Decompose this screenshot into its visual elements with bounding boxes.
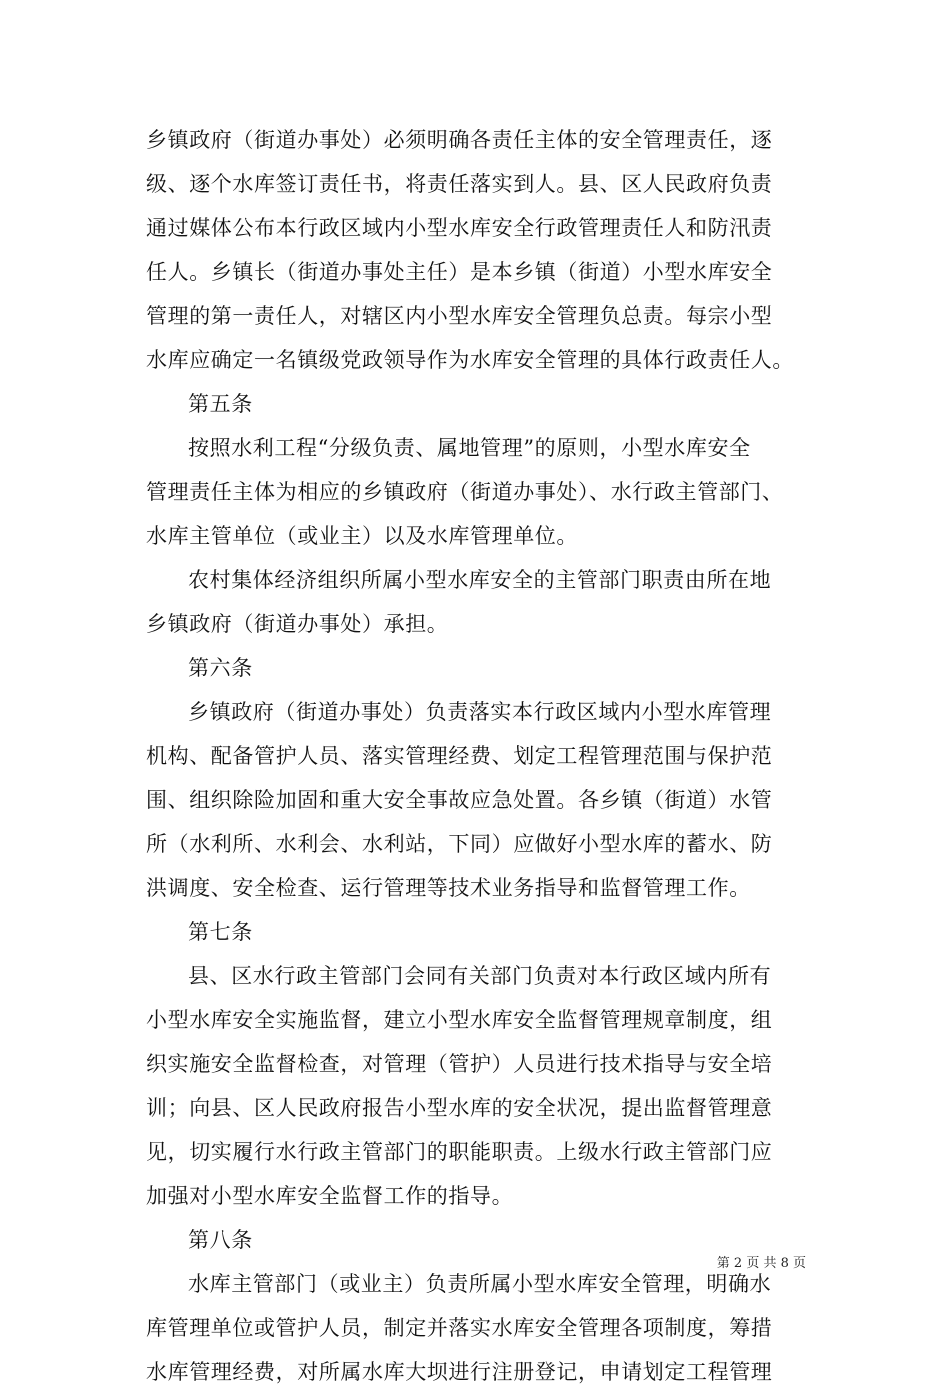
text-line: 水库管理经费，对所属水库大坝进行注册登记，申请划定工程管理 xyxy=(146,1360,773,1384)
article-heading: 第八条 xyxy=(188,1228,253,1252)
text-line: 水库主管部门（或业主）负责所属小型水库安全管理，明确水 xyxy=(188,1272,772,1296)
text-line: 机构、配备管护人员、落实管理经费、划定工程管理范围与保护范 xyxy=(146,744,773,768)
text-line: 通过媒体公布本行政区域内小型水库安全行政管理责任人和防汛责 xyxy=(146,216,773,240)
text-line: 见，切实履行水行政主管部门的职能职责。上级水行政主管部门应 xyxy=(146,1140,773,1164)
text-line: 库管理单位或管护人员，制定并落实水库安全管理各项制度，筹措 xyxy=(146,1316,773,1340)
text-line: 水库主管单位（或业主）以及水库管理单位。 xyxy=(146,524,578,548)
text-line: 管理责任主体为相应的乡镇政府（街道办事处）、水行政主管部门、 xyxy=(146,480,784,504)
text-line: 任人。乡镇长（街道办事处主任）是本乡镇（街道）小型水库安全 xyxy=(146,260,773,284)
text-line: 农村集体经济组织所属小型水库安全的主管部门职责由所在地 xyxy=(188,568,772,592)
text-line: 级、逐个水库签订责任书，将责任落实到人。县、区人民政府负责 xyxy=(146,172,773,196)
text-line: 水库应确定一名镇级党政领导作为水库安全管理的具体行政责任人。 xyxy=(146,348,794,372)
text-line: 乡镇政府（街道办事处）承担。 xyxy=(146,612,449,636)
text-line: 织实施安全监督检查，对管理（管护）人员进行技术指导与安全培 xyxy=(146,1052,773,1076)
text-line: 加强对小型水库安全监督工作的指导。 xyxy=(146,1184,514,1208)
text-line: 洪调度、安全检查、运行管理等技术业务指导和监督管理工作。 xyxy=(146,876,751,900)
page-number: 第 2 页 共 8 页 xyxy=(716,1256,806,1271)
text-line: 按照水利工程“分级负责、属地管理”的原则，小型水库安全 xyxy=(188,436,751,460)
text-line: 小型水库安全实施监督，建立小型水库安全监督管理规章制度，组 xyxy=(146,1008,773,1032)
article-heading: 第五条 xyxy=(188,392,253,416)
article-heading: 第七条 xyxy=(188,920,253,944)
text-line: 乡镇政府（街道办事处）必须明确各责任主体的安全管理责任，逐 xyxy=(146,128,773,152)
document-body xyxy=(146,118,806,1394)
text-line: 围、组织除险加固和重大安全事故应急处置。各乡镇（街道）水管 xyxy=(146,788,773,812)
text-line: 县、区水行政主管部门会同有关部门负责对本行政区域内所有 xyxy=(188,964,772,988)
text-line: 乡镇政府（街道办事处）负责落实本行政区域内小型水库管理 xyxy=(188,700,772,724)
text-line: 训；向县、区人民政府报告小型水库的安全状况，提出监督管理意 xyxy=(146,1096,773,1120)
text-line: 管理的第一责任人，对辖区内小型水库安全管理负总责。每宗小型 xyxy=(146,304,773,328)
text-line: 所（水利所、水利会、水利站，下同）应做好小型水库的蓄水、防 xyxy=(146,832,773,856)
article-heading: 第六条 xyxy=(188,656,253,680)
